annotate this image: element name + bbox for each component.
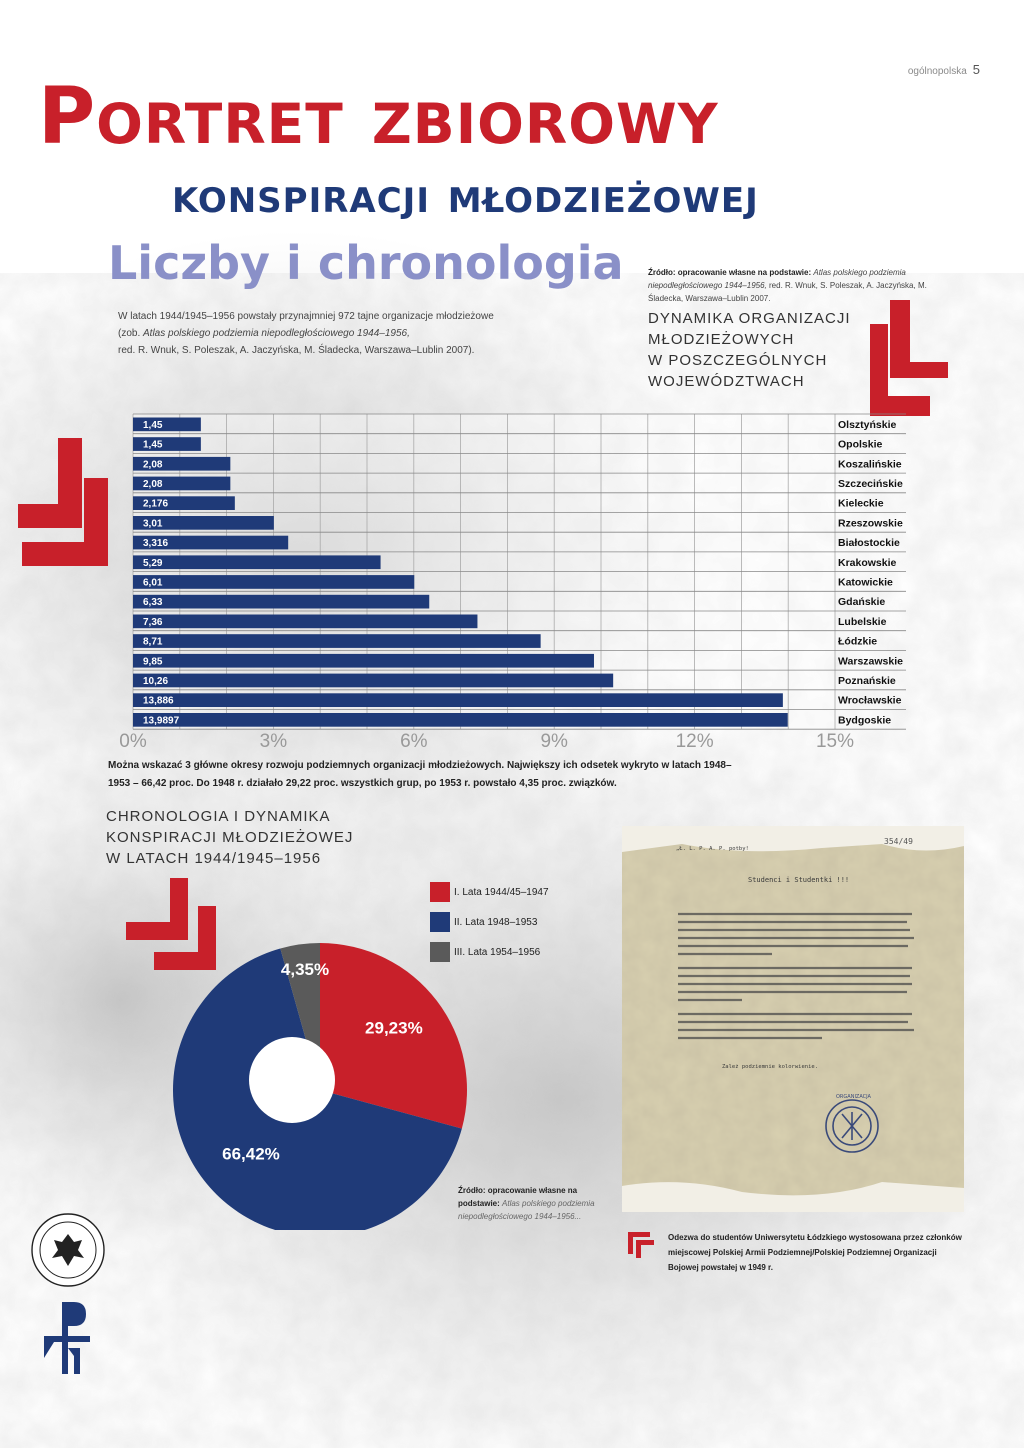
- subtitle-line: DYNAMIKA ORGANIZACJI: [648, 310, 851, 327]
- source-label: Źródło: opracowanie własne na podstawie:: [458, 1186, 578, 1208]
- bar-value-label: 6,33: [143, 597, 163, 609]
- category-label: Łódzkie: [838, 635, 878, 648]
- category-label: Koszalińskie: [838, 458, 902, 471]
- category-label: Rzeszowskie: [838, 517, 903, 530]
- subtitle-line: CHRONOLOGIA I DYNAMIKA: [106, 808, 331, 825]
- legend-swatch: [430, 942, 450, 962]
- main-title: Portret zbiorowy: [38, 72, 719, 162]
- source-rest: red. R. Wnuk, S. Poleszak, A. Jaczyńska, M. Śladecka, Warszawa–Lublin 2007.: [648, 281, 927, 303]
- category-label: Opolskie: [838, 438, 883, 451]
- subtitle-line: KONSPIRACJI MŁODZIEŻOWEJ: [106, 829, 354, 846]
- caption-marker-icon: [628, 1232, 656, 1258]
- bar-value-label: 5,29: [143, 557, 163, 569]
- bar-value-label: 6,01: [143, 577, 163, 589]
- category-label: Wrocławskie: [838, 694, 902, 707]
- pie-chart-subtitle: [106, 806, 406, 869]
- bar-lubelskie: [133, 615, 477, 629]
- bar-value-label: 3,316: [143, 538, 169, 550]
- donut-chart: [150, 930, 490, 1230]
- page-number: 5: [972, 62, 980, 77]
- bar-katowickie: [133, 575, 414, 589]
- document-caption: Odezwa do studentów Uniwersytetu Łódzkiego wystosowana przez członków miejscowej Polskiej Armii Podziemnej/Polskiej Podziemnej Organizacji Bojowej powstałej w 1949 r.: [668, 1233, 962, 1272]
- slice-value-label: 66,42%: [222, 1144, 280, 1164]
- bar-value-label: 9,85: [143, 656, 163, 668]
- category-label: Gdańskie: [838, 596, 886, 609]
- intro-ref-title: Atlas polskiego podziemia niepodległościowego 1944–1956,: [143, 328, 410, 339]
- pie-chart-source: [458, 1184, 618, 1223]
- legend-label: I. Lata 1944/45–1947: [454, 886, 549, 898]
- source-title: Atlas polskiego podziemia niepodległościowego 1944–1956...: [458, 1199, 595, 1221]
- bar-bydgoskie: [133, 713, 788, 727]
- intro-ref-rest: red. R. Wnuk, S. Poleszak, A. Jaczyńska, M. Śladecka, Warszawa–Lublin 2007).: [118, 345, 475, 356]
- bar-łódzkie: [133, 634, 541, 648]
- bar-gdańskie: [133, 595, 429, 609]
- intro-ref-open: (zob.: [118, 328, 144, 339]
- ipn-seal-logo: [30, 1212, 106, 1288]
- document-header: „Ł. L. P. A. P. potby!: [676, 846, 749, 852]
- bar-value-label: 2,08: [143, 459, 163, 471]
- bar-value-label: 13,9897: [143, 715, 180, 727]
- category-label: Poznańskie: [838, 674, 896, 687]
- x-tick-label: 12%: [675, 731, 714, 753]
- bar-value-label: 13,886: [143, 695, 174, 707]
- bar-value-label: 3,01: [143, 518, 163, 530]
- pie-legend: [430, 882, 549, 962]
- slice-value-label: 29,23%: [365, 1018, 423, 1038]
- subtitle-line: W POSZCZEGÓLNYCH: [648, 352, 828, 369]
- category-label: Białostockie: [838, 537, 900, 550]
- x-tick-label: 9%: [540, 731, 568, 753]
- ipn-logo-icon: [40, 1300, 94, 1376]
- bar-value-label: 7,36: [143, 616, 163, 628]
- category-label: Katowickie: [838, 576, 893, 589]
- historical-document-image: [622, 826, 964, 1212]
- bar-krakowskie: [133, 555, 381, 569]
- document-graphic: [622, 826, 964, 1212]
- document-handwritten-note: 354/49: [884, 837, 913, 846]
- intro-text: W latach 1944/1945–1956 powstały przynajmniej 972 tajne organizacje młodzieżowe: [118, 311, 494, 322]
- source-title: Atlas polskiego podziemia niepodległościowego 1944–1956,: [648, 268, 906, 290]
- section-name: ogólnopolska: [907, 66, 967, 77]
- bar-value-label: 1,45: [143, 419, 163, 431]
- legend-swatch: [430, 882, 450, 902]
- section-title: Liczby i chronologia: [108, 236, 624, 290]
- legend-item: [430, 912, 549, 932]
- legend-swatch: [430, 912, 450, 932]
- document-heading: Studenci i Studentki !!!: [748, 876, 850, 884]
- x-tick-label: 6%: [400, 731, 428, 753]
- bar-value-label: 8,71: [143, 636, 163, 648]
- source-label: Źródło: opracowanie własne na podstawie:: [648, 268, 812, 277]
- document-closing: Zależ podziemnie kolorwienie.: [722, 1064, 819, 1070]
- bar-poznańskie: [133, 674, 613, 688]
- legend-label: II. Lata 1948–1953: [454, 916, 538, 928]
- category-label: Krakowskie: [838, 556, 897, 569]
- category-label: Szczecińskie: [838, 477, 903, 490]
- bar-value-label: 1,45: [143, 439, 163, 451]
- x-tick-label: 15%: [815, 731, 855, 753]
- bar-warszawskie: [133, 654, 594, 668]
- legend-label: III. Lata 1954–1956: [454, 946, 541, 958]
- bar-value-label: 2,176: [143, 498, 169, 510]
- x-tick-label: 3%: [259, 731, 288, 753]
- bar-value-label: 10,26: [143, 675, 169, 687]
- x-tick-label: 0%: [119, 731, 147, 753]
- main-title-line2: konspiracji młodzieżowej: [172, 168, 759, 224]
- bar-value-label: 2,08: [143, 478, 163, 490]
- stamp-text: ORGANIZACJA: [836, 1094, 871, 1100]
- chart-summary: Można wskazać 3 główne okresy rozwoju podziemnych organizacji młodzieżowych. Największy ich odsetek wykryto w latach 1948–1953 – 66,42 proc. Do 1948 r. działało 29,22 proc. wszystkich grup, po 1953 r. powstało 4,35 proc. związków.: [108, 760, 732, 789]
- donut-hole: [249, 1037, 335, 1123]
- category-label: Kieleckie: [838, 497, 884, 510]
- bar-wrocławskie: [133, 693, 783, 707]
- category-label: Warszawskie: [838, 655, 903, 668]
- subtitle-line: MŁODZIEŻOWYCH: [648, 331, 795, 348]
- subtitle-line: W LATACH 1944/1945–1956: [106, 850, 322, 867]
- category-label: Bydgoskie: [838, 714, 892, 727]
- slice-value-label: 4,35%: [280, 960, 330, 980]
- subtitle-line: WOJEWÓDZTWACH: [648, 373, 805, 390]
- legend-item: [430, 942, 549, 962]
- category-label: Olsztyńskie: [838, 418, 897, 431]
- legend-item: [430, 882, 549, 902]
- category-label: Lubelskie: [838, 615, 887, 628]
